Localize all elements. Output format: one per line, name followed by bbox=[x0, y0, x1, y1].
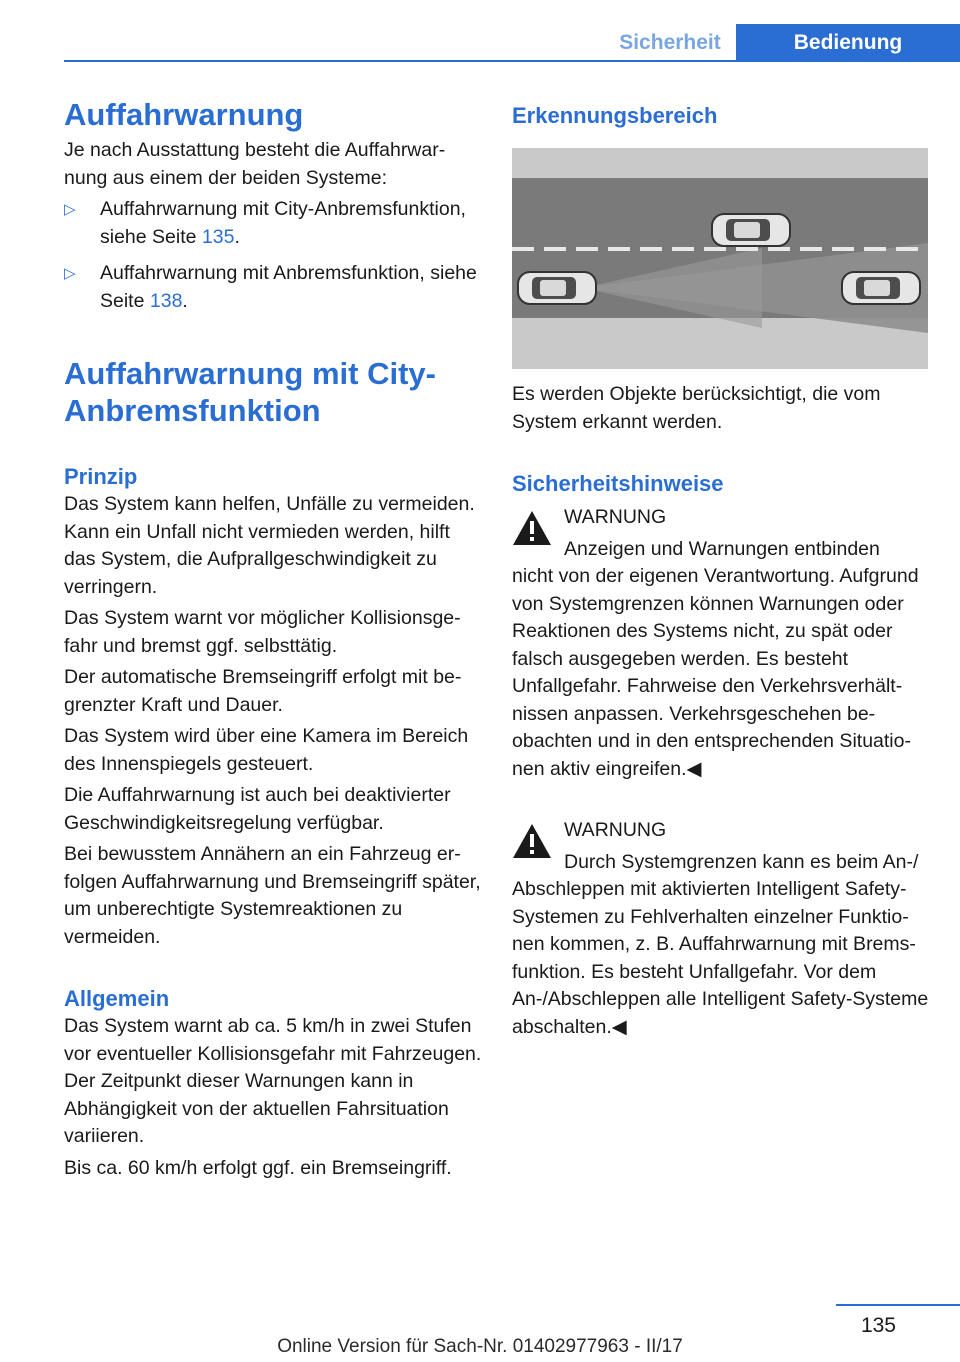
warning-block bbox=[512, 504, 930, 783]
warning-lead: Anzeigen und Warnungen entbinden bbox=[564, 537, 880, 560]
detection-range-figure bbox=[512, 148, 928, 369]
warning-block bbox=[512, 817, 930, 1041]
paragraph: Das System wird über eine Kamera im Bereich des Innenspiegels gesteuert. bbox=[64, 725, 469, 775]
car-icon bbox=[518, 272, 596, 304]
section-title-city-anbremsfunktion: Auffahrwarnung mit City-Anbremsfunktion bbox=[64, 356, 436, 428]
car-icon bbox=[842, 272, 920, 304]
warning-text: Abschleppen mit aktivierten Intelligent Safety-Systemen zu Fehlverhalten einzelner Funktionen kommen, z. B. Auffahrwarnung mit Bremsfunktion. Es besteht Unfallgefahr. Vor dem An-/Abschleppen alle Intelligent Safety-Systeme abschalten.◀ bbox=[512, 878, 929, 1038]
warning-text: nicht von der eigenen Verantwortung. Aufgrund von Systemgrenzen können Warnungen oder Reaktionen des Systems nicht, zu spät oder falsch ausgegeben werden. Es besteht Unfallgefahr. Fahrweise den Verkehrsverhältnissen anpassen. Verkehrsgeschehen beobachten und in den entsprechenden Situationen aktiv eingreifen.◀ bbox=[512, 565, 919, 780]
heading-prinzip: Prinzip bbox=[64, 464, 138, 489]
header-rule bbox=[64, 60, 960, 62]
intro-paragraph: Je nach Ausstattung besteht die Auffahrwarnung aus einem der beiden Systeme: bbox=[64, 139, 446, 189]
paragraph: Die Auffahrwarnung ist auch bei deaktivierter Geschwindigkeitsregelung verfügbar. bbox=[64, 784, 451, 834]
left-column bbox=[64, 96, 482, 1182]
paragraph: Bei bewusstem Annähern an ein Fahrzeug erfolgen Auffahrwarnung und Bremseingriff später, um unberechtigte Systemreaktionen zu vermeiden. bbox=[64, 843, 481, 948]
triangle-right-icon: ▷ bbox=[64, 265, 76, 282]
heading-sicherheitshinweise: Sicherheitshinweise bbox=[512, 471, 724, 496]
warning-lead: Durch Systemgrenzen kann es beim An-/ bbox=[564, 850, 919, 873]
paragraph: Das System kann helfen, Unfälle zu vermeiden. Kann ein Unfall nicht vermieden werden, hilft das System, die Aufprallgeschwindigkeit zu verringern. bbox=[64, 493, 475, 598]
page-number: 135 bbox=[860, 1314, 896, 1337]
figure-caption: Es werden Objekte berücksichtigt, die vom System erkannt werden. bbox=[512, 383, 881, 433]
section-title-auffahrwarnung: Auffahrwarnung bbox=[64, 97, 304, 132]
triangle-right-icon: ▷ bbox=[64, 201, 76, 218]
list-item: ▷ Auffahrwarnung mit Anbremsfunktion, siehe Seite 138. bbox=[64, 262, 477, 312]
page-link-138[interactable]: 138 bbox=[149, 289, 183, 312]
footer-rule bbox=[836, 1304, 960, 1306]
heading-erkennungsbereich: Erkennungsbereich bbox=[512, 103, 718, 128]
warning-triangle-icon bbox=[512, 823, 552, 859]
page-link-135[interactable]: 135 bbox=[201, 225, 235, 248]
right-column bbox=[512, 96, 930, 1041]
paragraph: Das System warnt vor möglicher Kollisionsgefahr und bremst ggf. selbsttätig. bbox=[64, 607, 461, 657]
list-item: ▷ Auffahrwarnung mit City-Anbremsfunktion, siehe Seite 135. bbox=[64, 198, 466, 248]
paragraph: Das System warnt ab ca. 5 km/h in zwei Stufen vor eventueller Kollisionsgefahr mit Fahrzeugen. Der Zeitpunkt dieser Warnungen kann in Abhängigkeit von der aktuellen Fahrsituation variieren. bbox=[64, 1015, 482, 1147]
tab-sicherheit[interactable]: Sicherheit bbox=[606, 24, 734, 62]
list-item-text: Auffahrwarnung mit Anbremsfunktion, siehe Seite bbox=[100, 262, 477, 312]
warning-label: WARNUNG bbox=[564, 819, 667, 841]
paragraph: Bis ca. 60 km/h erfolgt ggf. ein Bremseingriff. bbox=[64, 1156, 452, 1179]
paragraph: Der automatische Bremseingriff erfolgt mit begrenzter Kraft und Dauer. bbox=[64, 666, 462, 716]
online-version-note: Online Version für Sach-Nr. 01402977963 - II/17 bbox=[277, 1336, 683, 1357]
warning-label: WARNUNG bbox=[564, 506, 667, 528]
heading-allgemein: Allgemein bbox=[64, 986, 170, 1011]
list-item-text: Auffahrwarnung mit City-Anbremsfunktion, siehe Seite bbox=[100, 198, 466, 248]
car-icon bbox=[712, 214, 790, 246]
tab-bedienung[interactable]: Bedienung bbox=[736, 24, 960, 62]
warning-triangle-icon bbox=[512, 510, 552, 546]
